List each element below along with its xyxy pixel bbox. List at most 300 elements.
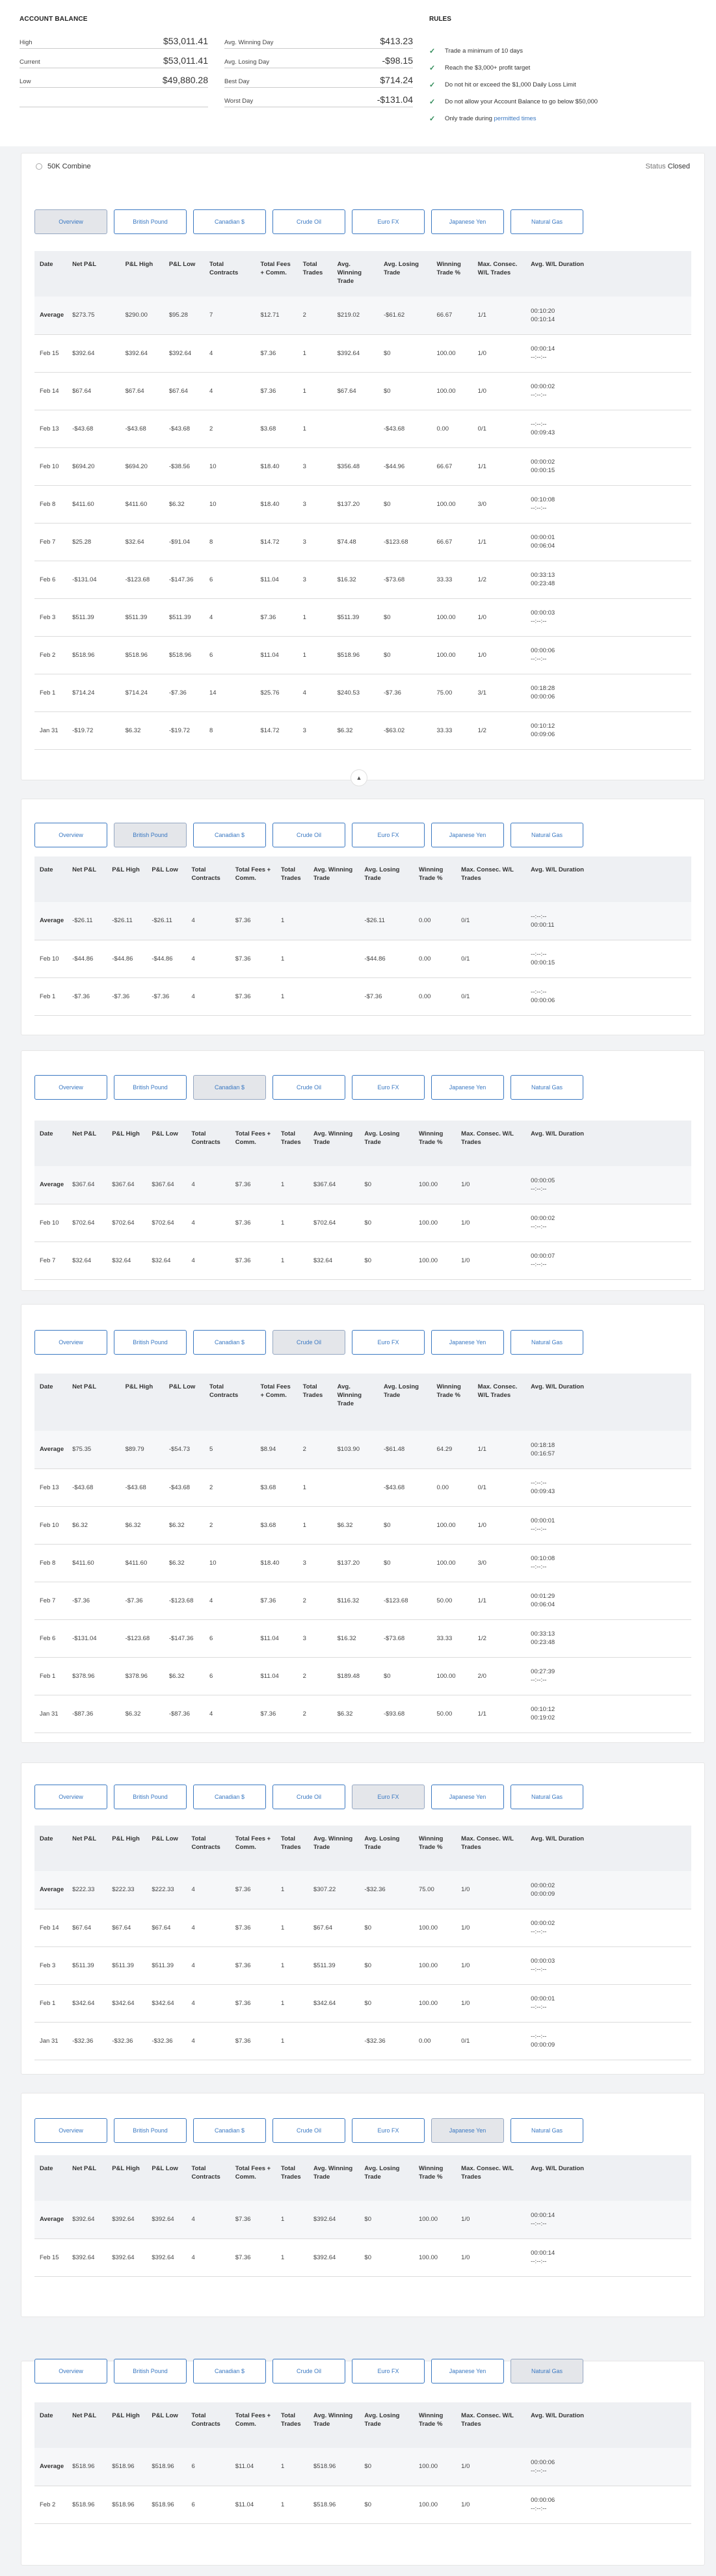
table-cell: 1: [298, 1468, 332, 1506]
tab-japanese-yen[interactable]: Japanese Yen: [431, 209, 504, 234]
table-cell: $7.36: [230, 1946, 276, 1984]
column-header[interactable]: Total Fees + Comm.: [260, 261, 291, 276]
table-cell: $518.96: [308, 2448, 359, 2486]
column-header[interactable]: Total Contracts: [209, 261, 239, 276]
table-row: [34, 598, 691, 636]
tab-overview[interactable]: Overview: [34, 209, 107, 234]
table-cell: Feb 3: [34, 598, 67, 636]
table-cell: 2: [204, 1468, 255, 1506]
tab-natural-gas[interactable]: Natural Gas: [510, 1330, 583, 1355]
table-cell: Feb 6: [34, 1619, 67, 1657]
tab-canadian[interactable]: Canadian $: [193, 1785, 266, 1809]
column-header[interactable]: Max. Consec. W/L Trades: [461, 866, 514, 882]
table-row: [34, 1909, 691, 1946]
column-header[interactable]: P&L Low: [152, 866, 178, 873]
table-cell: $511.39: [67, 1946, 107, 1984]
table-cell: $392.64: [67, 334, 120, 372]
tab-crude-oil[interactable]: Crude Oil: [272, 2118, 345, 2143]
account-summary: [0, 0, 716, 146]
table-cell: $7.36: [255, 598, 297, 636]
table-cell: 3: [298, 711, 332, 749]
checkmark-icon: ✓: [429, 81, 436, 89]
table-cell: 1: [276, 977, 308, 1015]
table-cell: $0: [359, 1204, 414, 1242]
column-header[interactable]: P&L High: [112, 2165, 140, 2172]
instrument-tabs: [34, 1785, 590, 1809]
column-header[interactable]: P&L Low: [152, 1835, 178, 1842]
column-header[interactable]: Avg. W/L Duration: [531, 1383, 584, 1390]
column-header[interactable]: Avg. Losing Trade: [364, 866, 400, 882]
column-header[interactable]: Winning Trade %: [418, 866, 444, 882]
tab-british-pound[interactable]: British Pound: [114, 823, 187, 847]
table-cell: Feb 14: [34, 1909, 67, 1946]
table-cell: $6.32: [332, 1506, 378, 1544]
table-cell: $7.36: [230, 940, 276, 977]
table-cell: Feb 14: [34, 372, 67, 410]
table-cell: 1: [276, 1946, 308, 1984]
column-header[interactable]: Winning Trade %: [418, 2165, 444, 2181]
table-row: [34, 1657, 691, 1695]
column-header[interactable]: Avg. Losing Trade: [364, 2412, 400, 2428]
column-header[interactable]: Avg. W/L Duration: [531, 2412, 584, 2419]
tab-euro-fx[interactable]: Euro FX: [352, 1330, 425, 1355]
tab-natural-gas[interactable]: Natural Gas: [510, 1075, 583, 1100]
column-header[interactable]: Total Contracts: [191, 2165, 220, 2181]
table-cell: $392.64: [120, 334, 164, 372]
table-cell: -$93.68: [378, 1695, 432, 1733]
tab-canadian[interactable]: Canadian $: [193, 1330, 266, 1355]
tab-natural-gas[interactable]: Natural Gas: [510, 2118, 583, 2143]
tab-crude-oil[interactable]: Crude Oil: [272, 1785, 345, 1809]
tab-euro-fx[interactable]: Euro FX: [352, 2118, 425, 2143]
checkmark-icon: ✓: [429, 114, 436, 123]
column-header[interactable]: Avg. Losing Trade: [364, 1835, 400, 1851]
tab-canadian[interactable]: Canadian $: [193, 823, 266, 847]
column-header[interactable]: P&L High: [112, 866, 140, 873]
column-header[interactable]: Winning Trade %: [418, 2412, 444, 2428]
table-cell: $219.02: [332, 297, 378, 334]
table-cell: $14.72: [255, 711, 297, 749]
column-header[interactable]: Net P&L: [72, 2165, 97, 2172]
tab-natural-gas[interactable]: Natural Gas: [510, 209, 583, 234]
table-cell: $32.64: [67, 1242, 107, 1279]
table-cell: $0: [378, 636, 432, 674]
table-cell: 10: [204, 447, 255, 485]
column-header[interactable]: Total Trades: [281, 1835, 301, 1851]
column-header[interactable]: Total Trades: [281, 2412, 301, 2428]
column-header[interactable]: Total Fees + Comm.: [235, 2412, 271, 2428]
tab-canadian[interactable]: Canadian $: [193, 1075, 266, 1100]
column-header[interactable]: Total Trades: [302, 261, 323, 276]
column-header[interactable]: Net P&L: [72, 1383, 97, 1390]
table-cell: $518.96: [67, 2448, 107, 2486]
column-header[interactable]: Date: [40, 1383, 53, 1390]
table-cell: --:--:-- 00:09:43: [525, 1468, 691, 1506]
table-cell: -$43.68: [67, 1468, 120, 1506]
column-header[interactable]: Date: [40, 2412, 53, 2419]
table-cell: 8: [204, 523, 255, 561]
column-header[interactable]: Avg. Winning Trade: [337, 1383, 362, 1407]
table-cell: 4: [298, 674, 332, 711]
table-cell: 00:00:02 00:00:15: [525, 447, 691, 485]
column-header[interactable]: P&L High: [125, 261, 153, 268]
tab-canadian[interactable]: Canadian $: [193, 209, 266, 234]
table-cell: $16.32: [332, 1619, 378, 1657]
balance-current: Current $53,011.41: [20, 49, 208, 68]
table-cell: 1: [276, 1166, 308, 1204]
tab-euro-fx[interactable]: Euro FX: [352, 823, 425, 847]
rule-item: ✓ Reach the $3,000+ profit target: [429, 64, 531, 72]
stats-table: [34, 1374, 691, 1733]
tab-british-pound[interactable]: British Pound: [114, 1075, 187, 1100]
column-header[interactable]: Total Fees + Comm.: [235, 866, 271, 882]
column-header[interactable]: Winning Trade %: [436, 1383, 461, 1399]
table-cell: Jan 31: [34, 711, 67, 749]
table-cell: $0: [359, 2448, 414, 2486]
column-header[interactable]: Date: [40, 1835, 53, 1842]
column-header[interactable]: Total Fees + Comm.: [235, 1835, 271, 1851]
column-header[interactable]: Avg. Winning Trade: [337, 261, 362, 285]
rule-item: ✓ Do not hit or exceed the $1,000 Daily Loss Limit: [429, 81, 576, 89]
table-cell: 00:00:14 --:--:--: [525, 334, 691, 372]
collapse-chevron-up-icon[interactable]: ▲: [351, 769, 367, 786]
table-cell: $18.40: [255, 485, 297, 523]
tab-canadian[interactable]: Canadian $: [193, 2359, 266, 2383]
column-header[interactable]: Avg. Losing Trade: [364, 1130, 400, 1146]
table-cell: 1/1: [473, 1695, 526, 1733]
tab-euro-fx[interactable]: Euro FX: [352, 1075, 425, 1100]
instrument-tabs: [34, 1330, 590, 1355]
table-cell: -$7.36: [146, 977, 186, 1015]
table-cell: 7: [204, 297, 255, 334]
column-header[interactable]: Avg. Losing Trade: [383, 261, 419, 276]
table-cell: 1: [276, 902, 308, 940]
column-header[interactable]: Max. Consec. W/L Trades: [461, 1835, 514, 1851]
tab-crude-oil[interactable]: Crude Oil: [272, 1075, 345, 1100]
table-cell: 1: [298, 372, 332, 410]
table-cell: 1/0: [473, 1506, 526, 1544]
table-row: [34, 2238, 691, 2276]
column-header[interactable]: Net P&L: [72, 1835, 97, 1842]
avg-winning-day: Avg. Winning Day $413.23: [224, 29, 413, 49]
table-cell: 00:18:18 00:16:57: [525, 1431, 691, 1468]
average-row: [34, 902, 691, 940]
table-row: [34, 711, 691, 749]
column-header[interactable]: Avg. W/L Duration: [531, 2165, 584, 2172]
table-cell: $6.32: [164, 1506, 204, 1544]
table-cell: [308, 977, 359, 1015]
tab-british-pound[interactable]: British Pound: [114, 2118, 187, 2143]
table-cell: 4: [204, 598, 255, 636]
table-cell: [308, 940, 359, 977]
table-cell: $0: [359, 2201, 414, 2238]
table-cell: 4: [187, 1984, 230, 2022]
table-header-row: [34, 856, 691, 902]
table-cell: 1: [276, 1909, 308, 1946]
table-cell: $0: [378, 598, 432, 636]
table-cell: --:--:-- 00:00:06: [525, 977, 691, 1015]
column-header[interactable]: Net P&L: [72, 2412, 97, 2419]
table-cell: Feb 2: [34, 2486, 67, 2523]
table-cell: $694.20: [120, 447, 164, 485]
table-cell: $7.36: [230, 977, 276, 1015]
table-cell: 1/1: [473, 297, 526, 334]
column-header[interactable]: P&L High: [112, 1835, 140, 1842]
column-header[interactable]: Total Contracts: [191, 2412, 220, 2428]
table-cell: 100.00: [431, 1506, 472, 1544]
table-cell: 1/1: [473, 1582, 526, 1619]
table-cell: $0: [359, 1909, 414, 1946]
table-cell: 00:00:02 --:--:--: [525, 1909, 691, 1946]
column-header[interactable]: Total Contracts: [209, 1383, 239, 1399]
column-header[interactable]: Max. Consec. W/L Trades: [461, 2412, 514, 2428]
table-cell: 3: [298, 1544, 332, 1582]
column-header[interactable]: P&L Low: [152, 2165, 178, 2172]
tab-canadian[interactable]: Canadian $: [193, 2118, 266, 2143]
tab-overview[interactable]: Overview: [34, 2118, 107, 2143]
column-header[interactable]: Date: [40, 261, 53, 268]
column-header[interactable]: Avg. W/L Duration: [531, 1130, 584, 1137]
table-cell: -$91.04: [164, 523, 204, 561]
column-header[interactable]: Avg. Winning Trade: [313, 2412, 353, 2428]
column-header[interactable]: Winning Trade %: [418, 1835, 444, 1851]
table-cell: $67.64: [67, 1909, 107, 1946]
average-row: [34, 2201, 691, 2238]
column-header[interactable]: Total Trades: [281, 2165, 301, 2181]
table-row: [34, 1695, 691, 1733]
column-header[interactable]: Avg. W/L Duration: [531, 261, 584, 268]
table-cell: $0: [378, 372, 432, 410]
table-cell: 100.00: [414, 2486, 456, 2523]
table-cell: 4: [187, 902, 230, 940]
combine-status: Status Closed: [645, 163, 690, 170]
table-cell: 00:01:29 00:06:04: [525, 1582, 691, 1619]
table-cell: -$26.11: [146, 902, 186, 940]
table-cell: $518.96: [120, 636, 164, 674]
tab-japanese-yen[interactable]: Japanese Yen: [431, 823, 504, 847]
tab-overview[interactable]: Overview: [34, 1330, 107, 1355]
table-cell: $189.48: [332, 1657, 378, 1695]
table-cell: 3/1: [473, 674, 526, 711]
table-cell: Feb 7: [34, 1242, 67, 1279]
column-header[interactable]: Max. Consec. W/L Trades: [461, 2165, 514, 2181]
column-header[interactable]: Avg. Losing Trade: [364, 2165, 400, 2181]
column-header[interactable]: P&L High: [112, 2412, 140, 2419]
column-header[interactable]: Total Trades: [281, 866, 301, 882]
column-header[interactable]: Avg. W/L Duration: [531, 866, 584, 873]
table-cell: -$131.04: [67, 561, 120, 598]
tab-natural-gas[interactable]: Natural Gas: [510, 823, 583, 847]
table-cell: 4: [187, 2201, 230, 2238]
column-header[interactable]: Total Contracts: [191, 1835, 220, 1851]
tab-crude-oil[interactable]: Crude Oil: [272, 209, 345, 234]
table-cell: 1: [276, 2238, 308, 2276]
table-row: [34, 1506, 691, 1544]
tab-crude-oil[interactable]: Crude Oil: [272, 1330, 345, 1355]
stats-table: [34, 2155, 691, 2277]
column-header[interactable]: P&L Low: [168, 1383, 196, 1390]
tab-euro-fx[interactable]: Euro FX: [352, 209, 425, 234]
table-cell: $103.90: [332, 1431, 378, 1468]
stats-table: [34, 2402, 691, 2524]
table-cell: $32.64: [146, 1242, 186, 1279]
tab-crude-oil[interactable]: Crude Oil: [272, 823, 345, 847]
table-cell: 0.00: [414, 2022, 456, 2060]
table-cell: Average: [34, 1871, 67, 1909]
average-row: [34, 2448, 691, 2486]
tab-overview[interactable]: Overview: [34, 2359, 107, 2383]
table-cell: $356.48: [332, 447, 378, 485]
table-row: [34, 674, 691, 711]
table-cell: 4: [187, 1946, 230, 1984]
column-header[interactable]: Winning Trade %: [436, 261, 461, 276]
table-cell: 10: [204, 485, 255, 523]
table-cell: [332, 1468, 378, 1506]
table-cell: $511.39: [308, 1946, 359, 1984]
table-cell: 3: [298, 561, 332, 598]
table-cell: 5: [204, 1431, 255, 1468]
column-header[interactable]: Total Trades: [281, 1130, 301, 1146]
column-header[interactable]: Avg. Winning Trade: [313, 1835, 353, 1851]
table-cell: 100.00: [414, 2238, 456, 2276]
instrument-stats-card: [21, 799, 705, 1035]
table-cell: -$123.68: [120, 561, 164, 598]
table-cell: $0: [378, 485, 432, 523]
table-cell: $411.60: [67, 1544, 120, 1582]
table-cell: -$123.68: [164, 1582, 204, 1619]
table-cell: $222.33: [67, 1871, 107, 1909]
column-header[interactable]: Date: [40, 1130, 53, 1137]
tab-overview[interactable]: Overview: [34, 1785, 107, 1809]
table-cell: $0: [359, 1242, 414, 1279]
column-header[interactable]: Avg. Winning Trade: [313, 2165, 353, 2181]
table-cell: $0: [359, 1946, 414, 1984]
table-cell: $0: [378, 334, 432, 372]
table-cell: 0/1: [456, 2022, 525, 2060]
instrument-tabs: [34, 2359, 590, 2383]
tab-british-pound[interactable]: British Pound: [114, 1330, 187, 1355]
table-cell: 1/2: [473, 1619, 526, 1657]
tab-japanese-yen[interactable]: Japanese Yen: [431, 1785, 504, 1809]
table-cell: $307.22: [308, 1871, 359, 1909]
tab-overview[interactable]: Overview: [34, 823, 107, 847]
table-cell: -$44.86: [359, 940, 414, 977]
column-header[interactable]: Total Fees + Comm.: [235, 2165, 271, 2181]
table-row: [34, 2022, 691, 2060]
table-cell: -$131.04: [67, 1619, 120, 1657]
column-header[interactable]: P&L High: [112, 1130, 140, 1137]
table-cell: $518.96: [332, 636, 378, 674]
table-row: [34, 1619, 691, 1657]
table-cell: -$87.36: [164, 1695, 204, 1733]
column-header[interactable]: Total Contracts: [191, 1130, 220, 1146]
tab-japanese-yen[interactable]: Japanese Yen: [431, 2359, 504, 2383]
table-cell: 4: [187, 1242, 230, 1279]
table-cell: -$43.68: [120, 1468, 164, 1506]
table-cell: 50.00: [431, 1695, 472, 1733]
table-cell: 00:10:12 00:19:02: [525, 1695, 691, 1733]
column-header[interactable]: Total Fees + Comm.: [235, 1130, 271, 1146]
table-cell: 1: [276, 1204, 308, 1242]
column-header[interactable]: P&L Low: [152, 2412, 178, 2419]
instrument-stats-card: [21, 1762, 705, 2075]
column-header[interactable]: Avg. Losing Trade: [383, 1383, 419, 1399]
column-header[interactable]: Net P&L: [72, 1130, 97, 1137]
table-cell: 00:00:02 --:--:--: [525, 372, 691, 410]
column-header[interactable]: P&L Low: [152, 1130, 178, 1137]
table-cell: Average: [34, 902, 67, 940]
column-header[interactable]: P&L Low: [168, 261, 196, 268]
table-cell: -$147.36: [164, 1619, 204, 1657]
table-cell: 00:10:08 --:--:--: [525, 485, 691, 523]
column-header[interactable]: Avg. Winning Trade: [313, 866, 353, 882]
table-cell: $411.60: [120, 485, 164, 523]
table-row: [34, 977, 691, 1015]
column-header[interactable]: Net P&L: [72, 261, 97, 268]
column-header[interactable]: Date: [40, 866, 53, 873]
table-cell: $137.20: [332, 1544, 378, 1582]
table-cell: 1/2: [473, 561, 526, 598]
tab-crude-oil[interactable]: Crude Oil: [272, 2359, 345, 2383]
column-header[interactable]: Winning Trade %: [418, 1130, 444, 1146]
table-header-row: [34, 1374, 691, 1431]
table-cell: 4: [204, 1582, 255, 1619]
table-row: [34, 1204, 691, 1242]
column-header[interactable]: Max. Consec. W/L Trades: [477, 261, 518, 276]
column-header[interactable]: Total Contracts: [191, 866, 220, 882]
column-header[interactable]: P&L High: [125, 1383, 153, 1390]
instrument-tabs: [34, 2118, 590, 2143]
tab-euro-fx[interactable]: Euro FX: [352, 2359, 425, 2383]
table-cell: -$61.62: [378, 297, 432, 334]
table-cell: Feb 7: [34, 523, 67, 561]
tab-japanese-yen[interactable]: Japanese Yen: [431, 1075, 504, 1100]
tab-overview[interactable]: Overview: [34, 1075, 107, 1100]
table-cell: -$61.48: [378, 1431, 432, 1468]
table-cell: 1/2: [473, 711, 526, 749]
tab-british-pound[interactable]: British Pound: [114, 1785, 187, 1809]
tab-japanese-yen[interactable]: Japanese Yen: [431, 1330, 504, 1355]
tab-british-pound[interactable]: British Pound: [114, 2359, 187, 2383]
column-header[interactable]: Date: [40, 2165, 53, 2172]
table-cell: $518.96: [146, 2486, 186, 2523]
column-header[interactable]: Max. Consec. W/L Trades: [477, 1383, 518, 1399]
column-header[interactable]: Total Fees + Comm.: [260, 1383, 291, 1399]
table-cell: 00:00:06 --:--:--: [525, 636, 691, 674]
table-cell: 1: [276, 2486, 308, 2523]
table-cell: -$44.96: [378, 447, 432, 485]
tab-euro-fx[interactable]: Euro FX: [352, 1785, 425, 1809]
tab-japanese-yen[interactable]: Japanese Yen: [431, 2118, 504, 2143]
table-cell: 4: [187, 940, 230, 977]
tab-natural-gas[interactable]: Natural Gas: [510, 1785, 583, 1809]
column-header[interactable]: Net P&L: [72, 866, 97, 873]
column-header[interactable]: Max. Consec. W/L Trades: [461, 1130, 514, 1146]
tab-british-pound[interactable]: British Pound: [114, 209, 187, 234]
column-header[interactable]: Avg. W/L Duration: [531, 1835, 584, 1842]
table-cell: 1/0: [456, 1204, 525, 1242]
table-cell: $518.96: [146, 2448, 186, 2486]
table-cell: $702.64: [107, 1204, 146, 1242]
table-cell: Average: [34, 297, 67, 334]
permitted-times-link[interactable]: permitted times: [494, 114, 537, 122]
table-cell: $511.39: [332, 598, 378, 636]
column-header[interactable]: Avg. Winning Trade: [313, 1130, 353, 1146]
tab-natural-gas[interactable]: Natural Gas: [510, 2359, 583, 2383]
table-cell: -$44.86: [146, 940, 186, 977]
column-header[interactable]: Total Trades: [302, 1383, 323, 1399]
instrument-tabs: [34, 823, 590, 847]
